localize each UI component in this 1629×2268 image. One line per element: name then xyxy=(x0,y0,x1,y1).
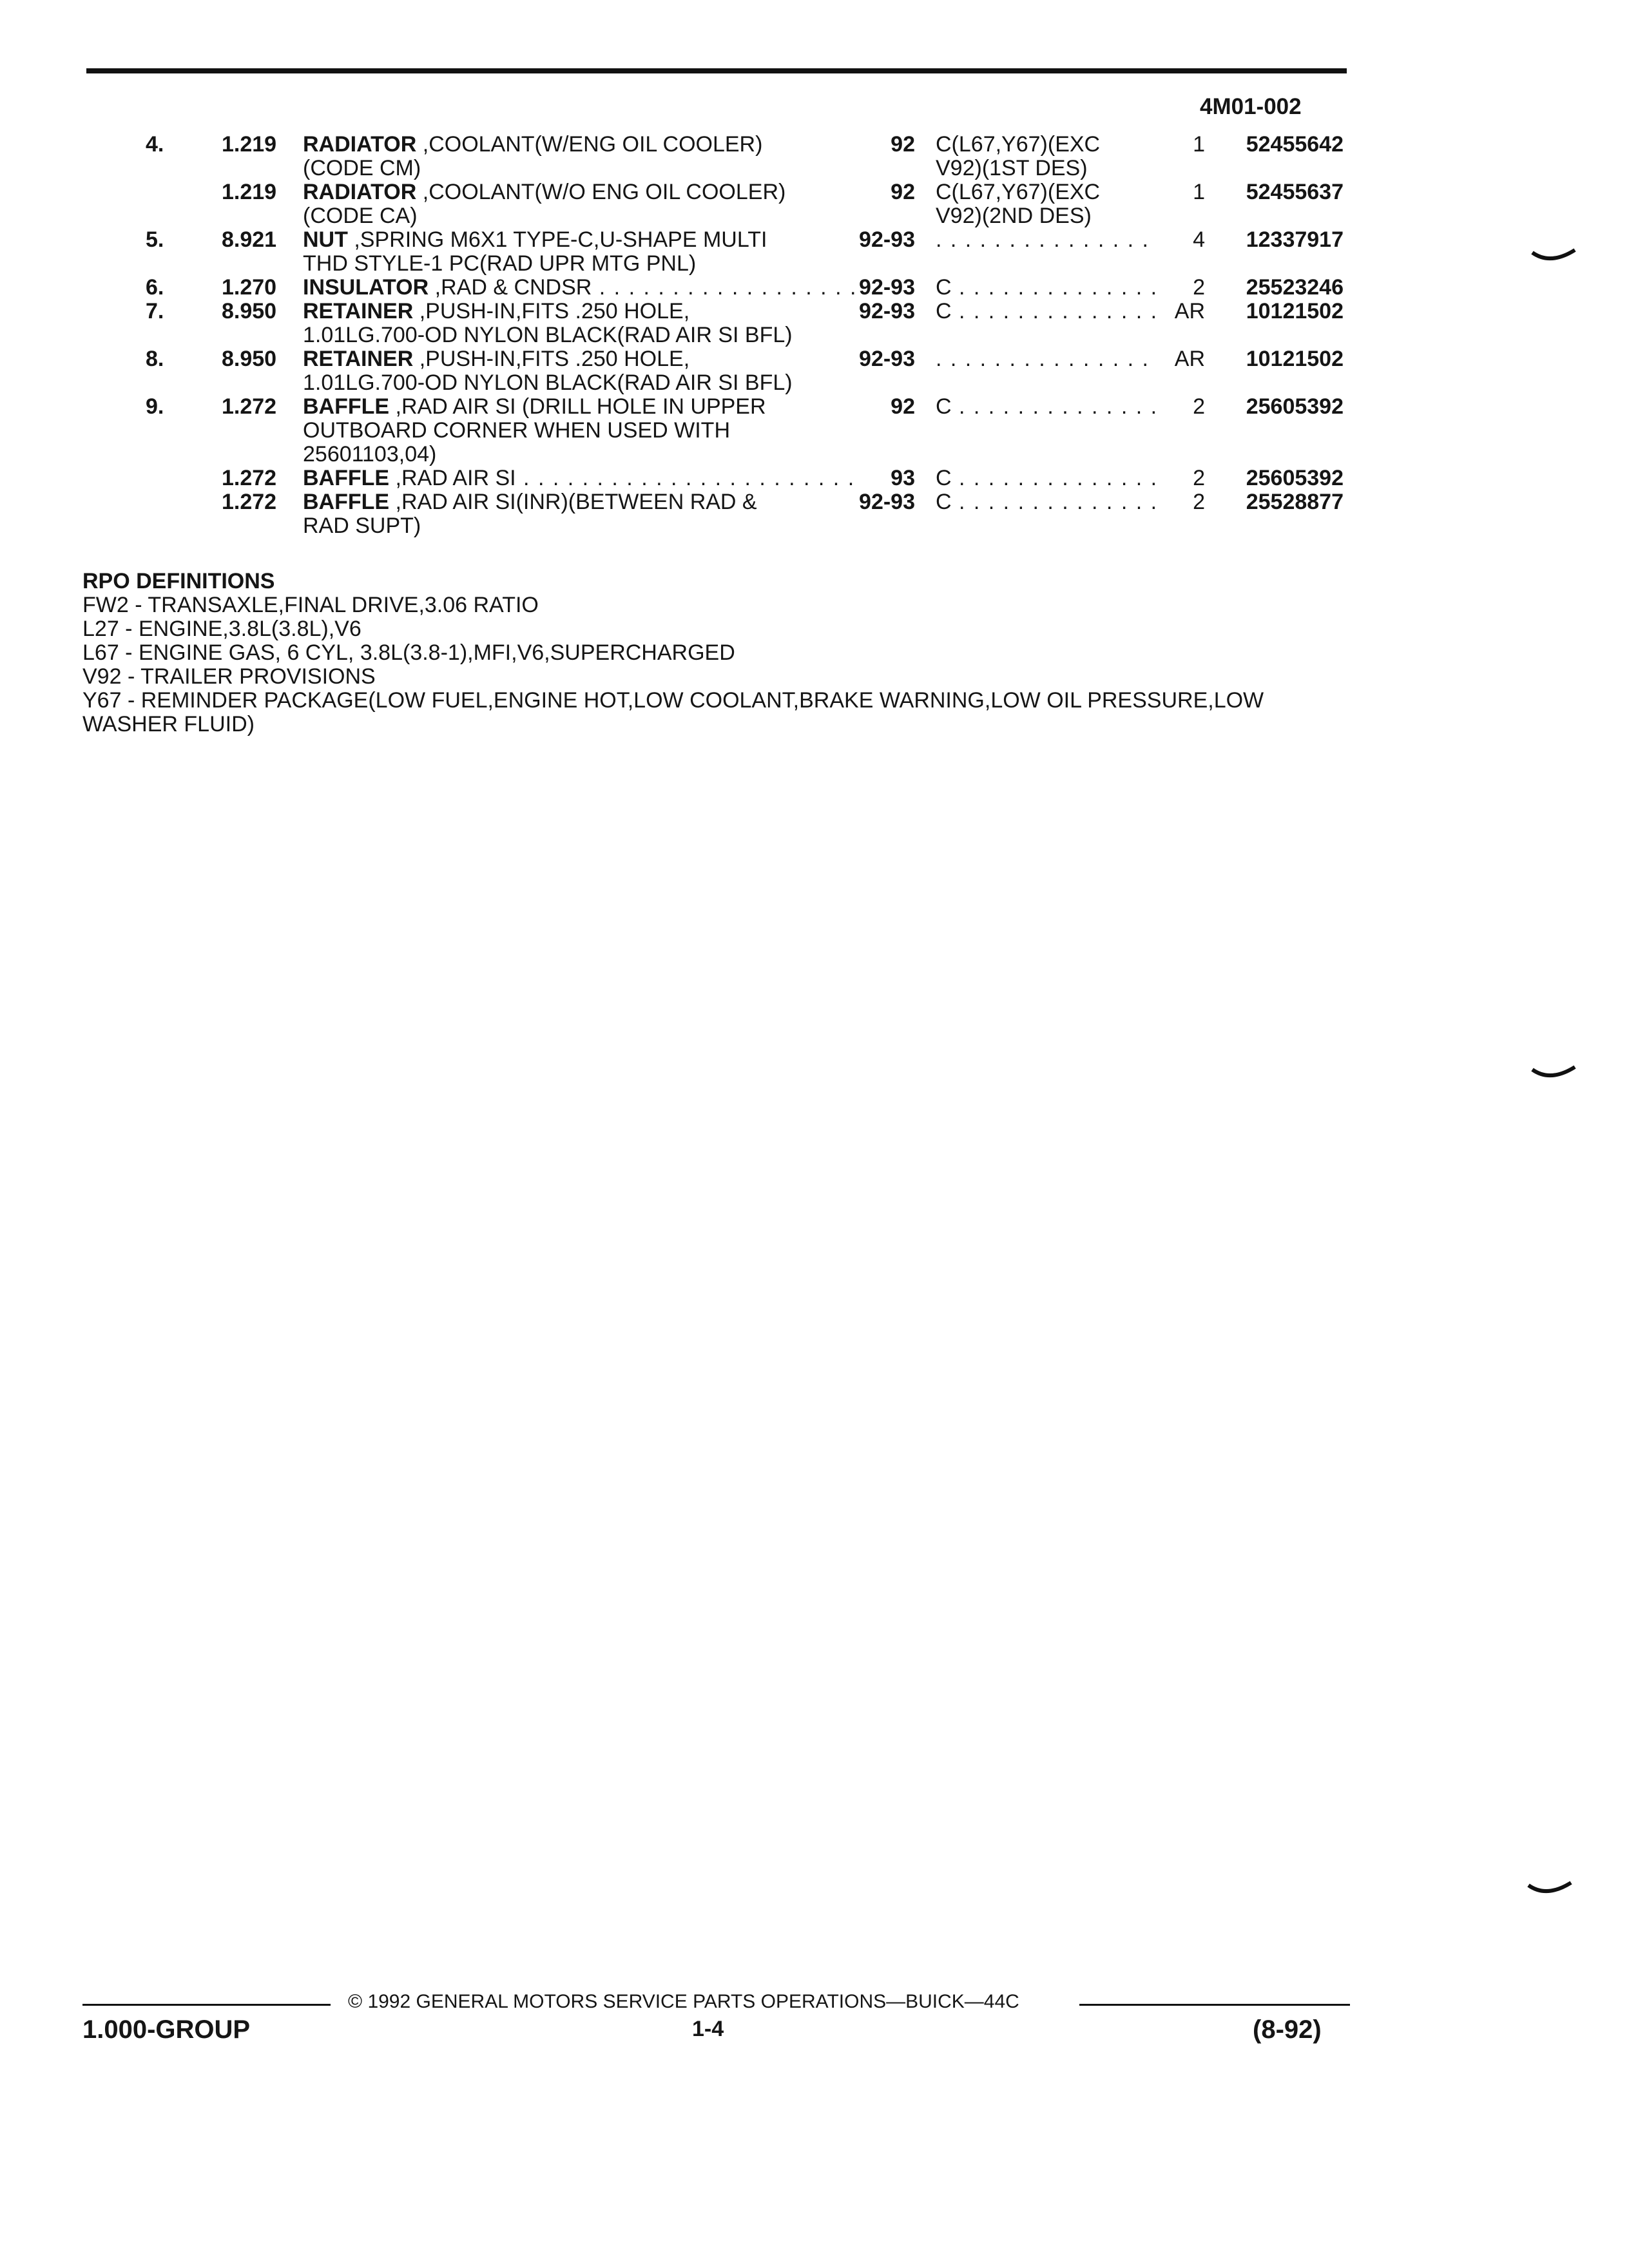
description-text: 1.01LG.700-OD NYLON BLACK(RAD AIR SI BFL) xyxy=(303,323,793,347)
part-number: 25528877 xyxy=(1246,490,1344,514)
description-text: ,PUSH-IN,FITS .250 HOLE, xyxy=(419,300,690,323)
quantity: AR xyxy=(1174,299,1205,323)
footer-rule-left xyxy=(82,2004,331,2006)
part-name: BAFFLE xyxy=(303,395,390,419)
item-number: 9. xyxy=(146,394,164,419)
model-usage xyxy=(936,180,1155,228)
part-number: 25523246 xyxy=(1246,275,1344,300)
description-line xyxy=(303,228,857,252)
model-year: 93 xyxy=(891,466,915,490)
description-line xyxy=(303,204,857,228)
model-line: C . . . xyxy=(936,395,1155,419)
description-line xyxy=(303,490,857,514)
part-number: 52455637 xyxy=(1246,180,1344,204)
group-number: 1.219 xyxy=(222,132,277,157)
model-year: 92 xyxy=(891,394,915,419)
part-entry xyxy=(0,180,1629,228)
model-usage xyxy=(936,347,1155,371)
part-entry xyxy=(0,228,1629,276)
top-rule xyxy=(86,68,1347,73)
rpo-line: V92 - TRAILER PROVISIONS xyxy=(82,664,376,689)
description-text: ,COOLANT(W/ENG OIL COOLER) xyxy=(422,133,763,157)
model-line: C . . . xyxy=(936,300,1155,323)
part-entry xyxy=(0,133,1629,180)
rpo-definitions xyxy=(82,570,1264,736)
part-number: 25605392 xyxy=(1246,394,1344,419)
part-description xyxy=(303,276,857,300)
model-line: C . . . xyxy=(936,466,1155,490)
group-number: 8.921 xyxy=(222,227,277,252)
model-usage xyxy=(936,466,1155,490)
description-line xyxy=(303,514,857,538)
description-line xyxy=(303,252,857,276)
part-entry xyxy=(0,395,1629,466)
description-text: THD STYLE-1 PC(RAD UPR MTG PNL) xyxy=(303,252,697,276)
model-usage xyxy=(936,276,1155,300)
description-text: ,RAD AIR SI (DRILL HOLE IN UPPER xyxy=(395,395,766,419)
description-text: ,RAD AIR SI(INR)(BETWEEN RAD & xyxy=(395,490,757,514)
description-line xyxy=(303,180,857,204)
binder-hole-mark-middle xyxy=(1531,1064,1576,1082)
group-number: 8.950 xyxy=(222,347,277,371)
description-line xyxy=(303,395,857,419)
part-description xyxy=(303,133,857,180)
description-line xyxy=(303,157,857,180)
description-line xyxy=(303,133,857,157)
rpo-line: FW2 - TRANSAXLE,FINAL DRIVE,3.06 RATIO xyxy=(82,593,539,617)
binder-hole-mark-bottom xyxy=(1527,1880,1572,1898)
catalog-code: 4M01-002 xyxy=(1200,94,1302,119)
model-usage xyxy=(936,395,1155,419)
part-description xyxy=(303,395,857,466)
quantity: AR xyxy=(1174,347,1205,371)
description-text: ,RAD & CNDSR xyxy=(434,276,592,300)
description-text: (CODE CA) xyxy=(303,204,418,228)
description-text: RAD SUPT) xyxy=(303,514,421,538)
description-line xyxy=(303,443,857,466)
description-text: (CODE CM) xyxy=(303,157,421,180)
group-number: 1.272 xyxy=(222,490,277,514)
description-text: ,COOLANT(W/O ENG OIL COOLER) xyxy=(422,180,786,204)
description-line xyxy=(303,276,857,300)
quantity: 2 xyxy=(1193,490,1205,514)
model-usage xyxy=(936,228,1155,252)
binder-hole-mark-top xyxy=(1531,247,1576,265)
model-year: 92 xyxy=(891,180,915,204)
item-number: 4. xyxy=(146,132,164,157)
part-name: RETAINER xyxy=(303,347,414,371)
group-number: 1.270 xyxy=(222,275,277,300)
item-number: 5. xyxy=(146,227,164,252)
description-text: 1.01LG.700-OD NYLON BLACK(RAD AIR SI BFL) xyxy=(303,371,793,395)
part-entry xyxy=(0,300,1629,347)
rpo-line: WASHER FLUID) xyxy=(82,712,255,736)
item-number: 6. xyxy=(146,275,164,300)
part-number: 12337917 xyxy=(1246,227,1344,252)
description-text: 25601103,04) xyxy=(303,443,437,466)
footer-rule-right xyxy=(1079,2004,1350,2006)
part-name: NUT xyxy=(303,228,348,252)
part-name: RADIATOR xyxy=(303,180,417,204)
description-line xyxy=(303,300,857,323)
part-entry xyxy=(0,347,1629,395)
item-number: 8. xyxy=(146,347,164,371)
model-line: C(L67,Y67)(EXC xyxy=(936,133,1101,157)
model-year: 92-93 xyxy=(859,347,915,371)
copyright: © 1992 GENERAL MOTORS SERVICE PARTS OPERATIONS—BUICK—44C xyxy=(348,1991,1019,2012)
model-year: 92-93 xyxy=(859,490,915,514)
description-line xyxy=(303,323,857,347)
description-text: ,RAD AIR SI xyxy=(395,466,516,490)
description-line xyxy=(303,419,857,443)
part-number: 10121502 xyxy=(1246,347,1344,371)
model-year: 92-93 xyxy=(859,299,915,323)
quantity: 4 xyxy=(1193,227,1205,252)
description-line xyxy=(303,347,857,371)
model-line: C . . . xyxy=(936,490,1155,514)
model-line xyxy=(936,228,1155,252)
part-entry xyxy=(0,466,1629,490)
group-label: 1.000-GROUP xyxy=(82,2015,251,2044)
quantity: 1 xyxy=(1193,180,1205,204)
model-usage xyxy=(936,300,1155,323)
group-number: 1.219 xyxy=(222,180,277,204)
rpo-line: L67 - ENGINE GAS, 6 CYL, 3.8L(3.8-1),MFI,V6,SUPERCHARGED xyxy=(82,640,735,665)
model-year: 92 xyxy=(891,132,915,157)
part-description xyxy=(303,228,857,276)
page-number: 1-4 xyxy=(692,2017,724,2041)
model-line: V92)(2ND DES) xyxy=(936,204,1092,228)
model-line: C(L67,Y67)(EXC xyxy=(936,180,1101,204)
parts-list xyxy=(0,133,1629,538)
part-name: INSULATOR xyxy=(303,276,429,300)
part-description xyxy=(303,490,857,538)
part-name: BAFFLE xyxy=(303,490,390,514)
description-line xyxy=(303,466,857,490)
rpo-title: RPO DEFINITIONS xyxy=(82,569,275,593)
part-name: RADIATOR xyxy=(303,133,417,157)
group-number: 1.272 xyxy=(222,466,277,490)
model-usage xyxy=(936,490,1155,514)
quantity: 2 xyxy=(1193,394,1205,419)
model-usage xyxy=(936,133,1155,180)
part-number: 52455642 xyxy=(1246,132,1344,157)
rpo-line: L27 - ENGINE,3.8L(3.8L),V6 xyxy=(82,617,361,641)
description-text: ,SPRING M6X1 TYPE-C,U-SHAPE MULTI xyxy=(354,228,767,252)
model-year: 92-93 xyxy=(859,227,915,252)
revision-date: (8-92) xyxy=(1253,2015,1322,2044)
quantity: 2 xyxy=(1193,275,1205,300)
part-description xyxy=(303,180,857,228)
model-line: C . . . xyxy=(936,276,1155,300)
quantity: 1 xyxy=(1193,132,1205,157)
part-number: 10121502 xyxy=(1246,299,1344,323)
description-text: OUTBOARD CORNER WHEN USED WITH xyxy=(303,419,730,443)
model-year: 92-93 xyxy=(859,275,915,300)
item-number: 7. xyxy=(146,299,164,323)
part-entry xyxy=(0,276,1629,300)
group-number: 8.950 xyxy=(222,299,277,323)
part-description xyxy=(303,466,857,490)
quantity: 2 xyxy=(1193,466,1205,490)
part-name: RETAINER xyxy=(303,300,414,323)
part-number: 25605392 xyxy=(1246,466,1344,490)
rpo-line: Y67 - REMINDER PACKAGE(LOW FUEL,ENGINE HOT,LOW COOLANT,BRAKE WARNING,LOW OIL PRESSURE,LOW xyxy=(82,688,1264,713)
description-line xyxy=(303,371,857,395)
part-entry xyxy=(0,490,1629,538)
part-description xyxy=(303,300,857,347)
part-description xyxy=(303,347,857,395)
description-text: ,PUSH-IN,FITS .250 HOLE, xyxy=(419,347,690,371)
model-line: V92)(1ST DES) xyxy=(936,157,1088,180)
model-line xyxy=(936,347,1155,371)
group-number: 1.272 xyxy=(222,394,277,419)
part-name: BAFFLE xyxy=(303,466,390,490)
